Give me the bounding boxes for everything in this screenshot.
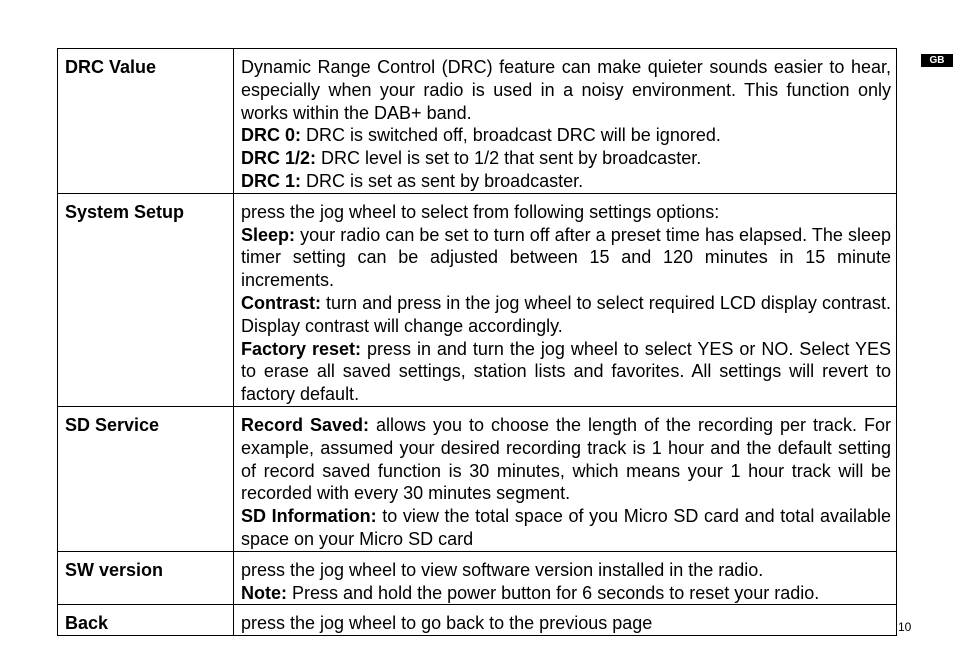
description-paragraph — [241, 612, 891, 635]
description-paragraph — [241, 201, 891, 224]
setting-name: Back — [58, 605, 234, 636]
description-paragraph — [241, 338, 891, 406]
description-paragraph — [241, 124, 891, 147]
table-row — [58, 406, 897, 551]
description-text: DRC level is set to 1/2 that sent by broadcaster. — [316, 148, 702, 169]
description-paragraph — [241, 170, 891, 193]
setting-name: DRC Value — [58, 49, 234, 194]
language-badge: GB — [921, 54, 953, 67]
option-label: Factory reset: — [241, 338, 362, 359]
table-row — [58, 605, 897, 636]
option-label: Record Saved: — [241, 414, 370, 435]
settings-table-body — [58, 49, 897, 636]
option-label: Note: — [241, 582, 287, 603]
setting-description — [234, 605, 897, 636]
description-text: Press and hold the power button for 6 seconds to reset your radio. — [287, 582, 820, 603]
option-label: SD Information: — [241, 506, 377, 527]
description-paragraph — [241, 559, 891, 582]
description-paragraph — [241, 582, 891, 605]
description-text: DRC is switched off, broadcast DRC will be ignored. — [301, 125, 721, 146]
table-row — [58, 551, 897, 605]
description-text: Dynamic Range Control (DRC) feature can make quieter sounds easier to hear, especially when your radio is used in a noisy environment. This function only works within the DAB+ band. — [241, 57, 891, 123]
table-row — [58, 193, 897, 406]
setting-name: SW version — [58, 551, 234, 605]
description-paragraph — [241, 414, 891, 505]
description-text: turn and press in the jog wheel to select required LCD display contrast. Display contrast will change accordingly. — [241, 292, 891, 336]
table-row — [58, 49, 897, 194]
description-text: press the jog wheel to select from following settings options: — [241, 201, 720, 222]
description-text: your radio can be set to turn off after a preset time has elapsed. The sleep timer setting can be adjusted between 15 and 120 minutes in 15 minute increments. — [241, 224, 891, 291]
settings-table — [57, 48, 897, 636]
setting-name: System Setup — [58, 193, 234, 406]
option-label: DRC 1: — [241, 170, 302, 191]
description-text: to view the total space of you Micro SD card and total available space on your Micro SD card — [241, 506, 891, 549]
setting-description — [234, 49, 897, 194]
description-text: press the jog wheel to view software version installed in the radio. — [241, 559, 764, 580]
description-text: press in and turn the jog wheel to select YES or NO. Select YES to erase all saved settings, station lists and favorites. All settings will revert to factory default. — [241, 338, 891, 405]
description-paragraph — [241, 505, 891, 551]
description-text: allows you to choose the length of the recording per track. For example, assumed your desired recording track is 1 hour and the default setting of record saved function is 30 minutes, which means your 1 hour track will be recorded with every 30 minutes segment. — [241, 414, 891, 504]
setting-name: SD Service — [58, 406, 234, 551]
description-paragraph — [241, 292, 891, 338]
page-number: 10 — [898, 620, 912, 634]
option-label: Sleep: — [241, 224, 296, 245]
setting-description — [234, 193, 897, 406]
description-paragraph — [241, 147, 891, 170]
option-label: Contrast: — [241, 292, 321, 313]
description-text: DRC is set as sent by broadcaster. — [301, 170, 584, 191]
description-paragraph — [241, 56, 891, 124]
description-text: press the jog wheel to go back to the previous page — [241, 613, 653, 634]
setting-description — [234, 406, 897, 551]
description-paragraph — [241, 224, 891, 292]
option-label: DRC 1/2: — [241, 148, 317, 169]
option-label: DRC 0: — [241, 125, 302, 146]
setting-description — [234, 551, 897, 605]
